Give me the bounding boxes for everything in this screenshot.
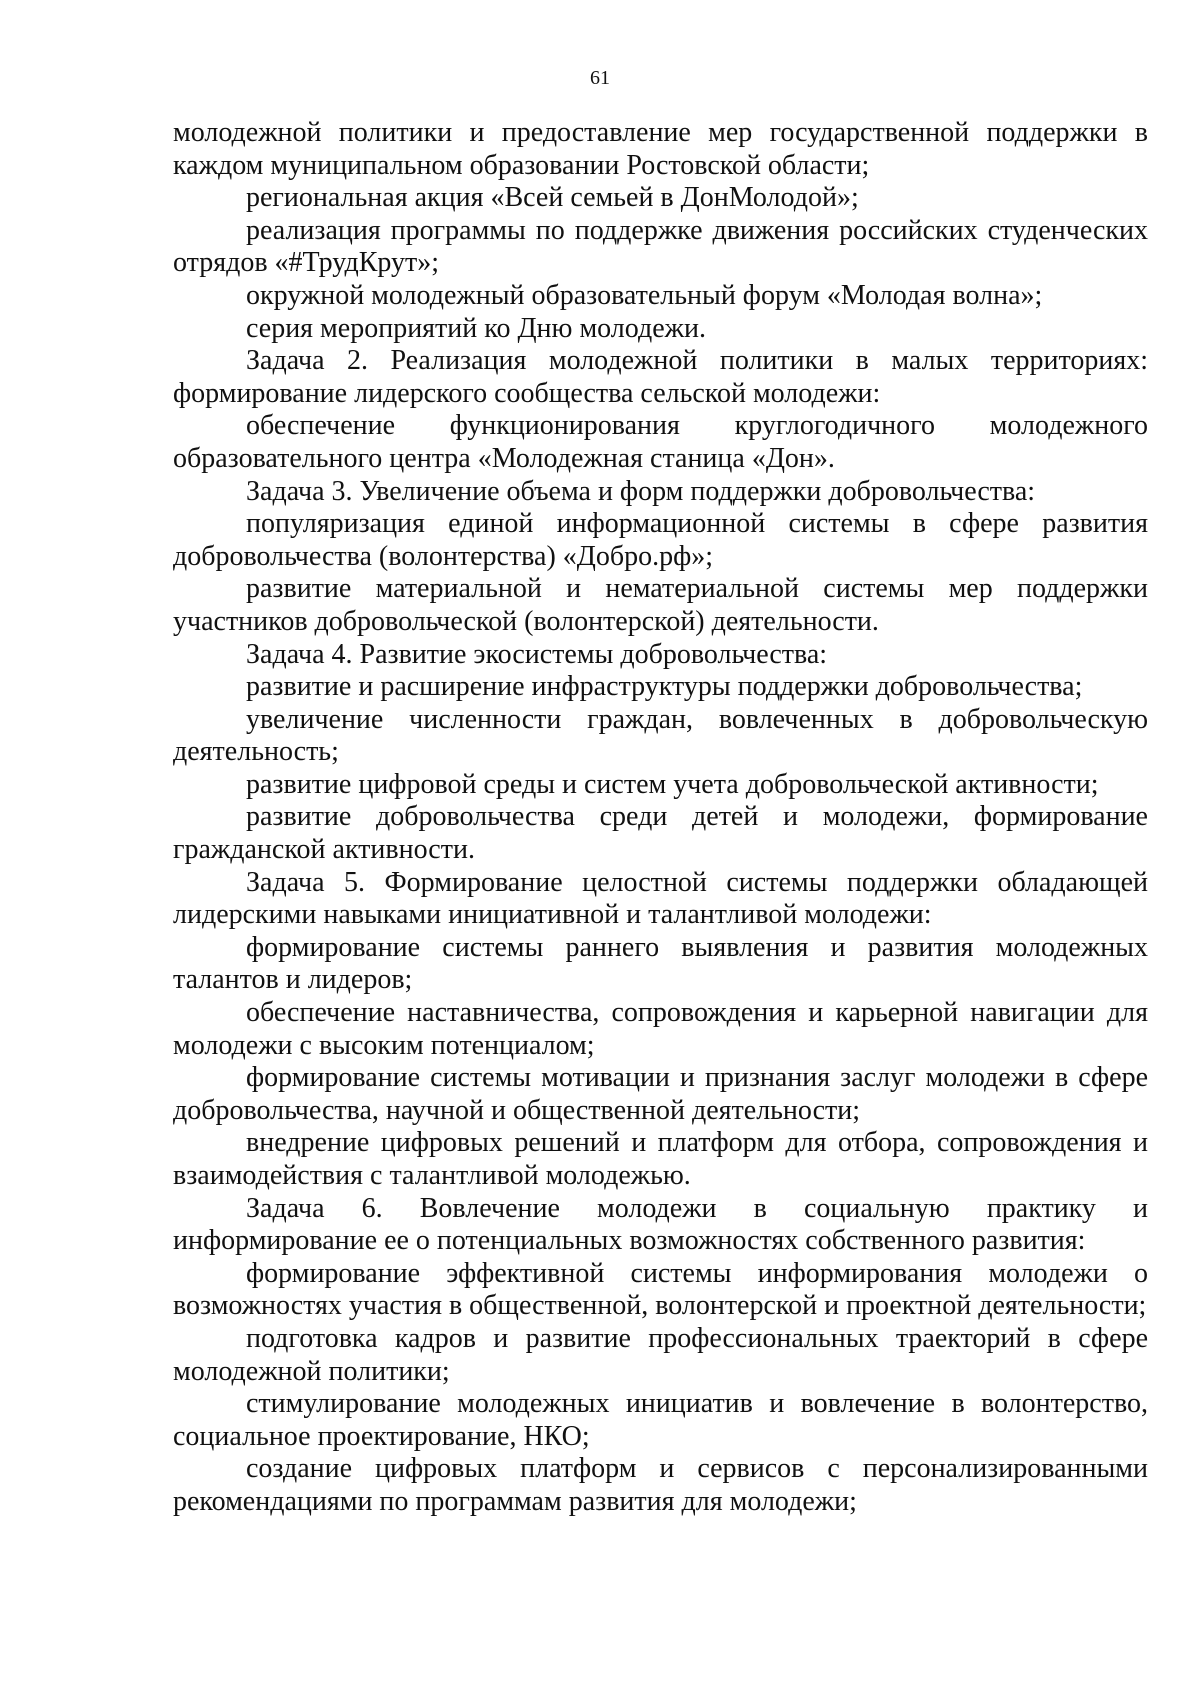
paragraph: серия мероприятий ко Дню молодежи. xyxy=(246,312,706,344)
paragraph: формирование системы мотивации и признания заслуг молодежи в сфере добровольчества, научной и общественной деятельности; xyxy=(173,1062,1148,1126)
paragraph: региональная акция «Всей семьей в ДонМолодой»; xyxy=(246,182,859,214)
paragraph: развитие цифровой среды и систем учета добровольческой активности; xyxy=(246,768,1099,800)
paragraph: Задача 6. Вовлечение молодежи в социальную практику и информирование ее о потенциальных возможностях собственного развития: xyxy=(173,1192,1148,1257)
paragraph: внедрение цифровых решений и платформ для отбора, сопровождения и взаимодействия с талантливой молодежью. xyxy=(173,1127,1148,1191)
paragraph: Задача 3. Увеличение объема и форм поддержки добровольчества: xyxy=(246,475,1036,507)
paragraph: Задача 5. Формирование целостной системы поддержки обладающей лидерскими навыками инициативной и талантливой молодежи: xyxy=(173,866,1148,931)
paragraph: молодежной политики и предоставление мер государственной поддержки в каждом муниципальном образовании Ростовской области; xyxy=(173,117,1148,181)
paragraph: развитие материальной и нематериальной системы мер поддержки участников добровольческой (волонтерской) деятельности. xyxy=(173,573,1148,637)
paragraph: стимулирование молодежных инициатив и вовлечение в волонтерство, социальное проектирование, НКО; xyxy=(173,1388,1148,1452)
body-text xyxy=(173,117,1148,1519)
paragraph: формирование системы раннего выявления и развития молодежных талантов и лидеров; xyxy=(173,931,1148,996)
paragraph: подготовка кадров и развитие профессиональных траекторий в сфере молодежной политики; xyxy=(173,1322,1148,1387)
page-number: 61 xyxy=(590,67,610,89)
paragraph: Задача 2. Реализация молодежной политики в малых территориях: формирование лидерского сообщества сельской молодежи: xyxy=(173,345,1148,409)
paragraph: создание цифровых платформ и сервисов с персонализированными рекомендациями по программам развития для молодежи; xyxy=(173,1453,1148,1517)
paragraph: развитие добровольчества среди детей и молодежи, формирование гражданской активности. xyxy=(173,801,1148,866)
paragraph: увеличение численности граждан, вовлеченных в добровольческую деятельность; xyxy=(173,703,1148,768)
paragraph: обеспечение функционирования круглогодичного молодежного образовательного центра «Молодежная станица «Дон». xyxy=(173,410,1148,474)
paragraph: окружной молодежный образовательный форум «Молодая волна»; xyxy=(246,279,1043,311)
paragraph: развитие и расширение инфраструктуры поддержки добровольчества; xyxy=(246,671,1083,703)
paragraph: формирование эффективной системы информирования молодежи о возможностях участия в общественной, волонтерской и проектной деятельности; xyxy=(173,1257,1148,1322)
paragraph: обеспечение наставничества, сопровождения и карьерной навигации для молодежи с высоким потенциалом; xyxy=(173,997,1148,1061)
paragraph: популяризация единой информационной системы в сфере развития добровольчества (волонтерства) «Добро.рф»; xyxy=(173,508,1148,572)
paragraph: Задача 4. Развитие экосистемы добровольчества: xyxy=(246,638,828,670)
paragraph: реализация программы по поддержке движения российских студенческих отрядов «#ТрудКрут»; xyxy=(173,214,1148,279)
